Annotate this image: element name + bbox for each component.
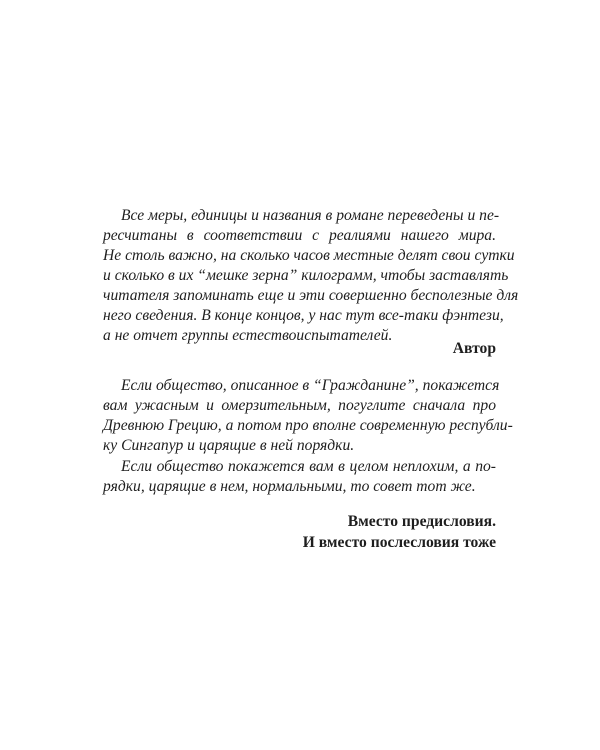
- text-line: Все меры, единицы и названия в романе переведены и пе-: [121, 207, 500, 224]
- text-line: а не отчет группы естествоиспытателей.: [103, 327, 393, 344]
- text-line: ресчитаны в соответствии с реалиями нашего мира.: [103, 227, 496, 244]
- text-line: вам ужасным и омерзительным, погуглите сначала про: [103, 397, 496, 414]
- text-line: ку Сингапур и царящие в ней порядки.: [103, 437, 355, 454]
- text-line: Если общество покажется вам в целом неплохим, а по-: [121, 458, 496, 475]
- signature-author: Автор: [452, 340, 496, 357]
- text-line: читателя запоминать еще и эти совершенно бесполезные для: [103, 287, 519, 304]
- text-line: рядки, царящие в нем, нормальными, то совет тот же.: [103, 478, 476, 495]
- text-line: Не столь важно, на сколько часов местные делят свои сутки: [103, 247, 515, 264]
- text-line: Если общество, описанное в “Гражданине”, покажется: [121, 377, 500, 394]
- text-line: Древнюю Грецию, а потом про вполне современную республи-: [103, 417, 513, 434]
- closing-line-2: И вместо послесловия тоже: [302, 534, 496, 551]
- text-line: него сведения. В конце концов, у нас тут все-таки фэнтези,: [103, 307, 504, 324]
- closing-line-1: Вместо предисловия.: [347, 513, 496, 530]
- text-line: и сколько в их “мешке зерна” килограмм, чтобы заставлять: [103, 267, 509, 284]
